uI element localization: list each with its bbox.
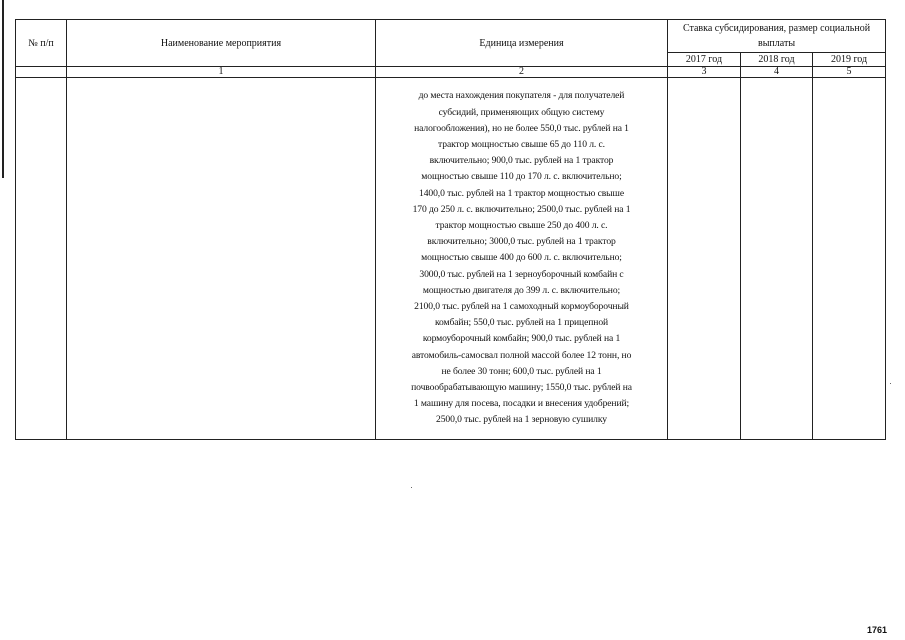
header-unit: Единица измерения: [376, 20, 668, 67]
header-row: [16, 20, 886, 53]
column-number-3: 3: [668, 67, 741, 78]
column-number-empty: [16, 67, 67, 78]
column-number-5: 5: [813, 67, 886, 78]
row-num-cell: [16, 78, 67, 440]
subsidy-table: [15, 19, 886, 440]
header-name: Наименование мероприятия: [67, 20, 376, 67]
column-number-4: 4: [741, 67, 813, 78]
left-margin-line: [2, 0, 4, 178]
row-2017-cell: [668, 78, 741, 440]
row-2019-cell: [813, 78, 886, 440]
column-number-1: 1: [67, 67, 376, 78]
header-year-2019: 2019 год: [813, 53, 886, 67]
header-year-2017: 2017 год: [668, 53, 741, 67]
scan-speck: [411, 487, 412, 488]
row-2018-cell: [741, 78, 813, 440]
row-name-cell: [67, 78, 376, 440]
scan-speck: [890, 383, 891, 384]
column-number-2: 2: [376, 67, 668, 78]
header-year-2018: 2018 год: [741, 53, 813, 67]
header-num: № п/п: [16, 20, 67, 67]
row-unit-cell: до места нахождения покупателя - для получателей субсидий, применяющих общую систему налогообложения), но не более 550,0 тыс. рублей на 1 трактор мощностью свыше 65 до 110 л. с. включительно; 900,0 тыс. рублей на 1 трактор мощностью свыше 110 до 170 л. с. включительно; 1400,0 тыс. рублей на 1 трактор мощностью свыше 170 до 250 л. с. включительно; 2500,0 тыс. рублей на 1 трактор мощностью свыше 250 до 400 л. с. включительно; 3000,0 тыс. рублей на 1 трактор мощностью свыше 400 до 600 л. с. включительно; 3000,0 тыс. рублей на 1 зерноуборочный комбайн с мощностью двигателя до 399 л. с. включительно; 2100,0 тыс. рублей на 1 самоходный кормоуборочный комбайн; 550,0 тыс. рублей на 1 прицепной кормоуборочный комбайн; 900,0 тыс. рублей на 1 автомобиль-самосвал полной массой более 12 тонн, но не более 30 тонн; 600,0 тыс. рублей на 1 почвообрабатывающую машину; 1550,0 тыс. рублей на 1 машину для посева, посадки и внесения удобрений; 2500,0 тыс. рублей на 1 зерновую сушилку: [376, 78, 668, 440]
column-number-row: [16, 67, 886, 78]
header-rate: Ставка субсидирования, размер социальной выплаты: [668, 20, 886, 53]
table-row: [16, 78, 886, 440]
page-number: 1761: [866, 625, 887, 635]
